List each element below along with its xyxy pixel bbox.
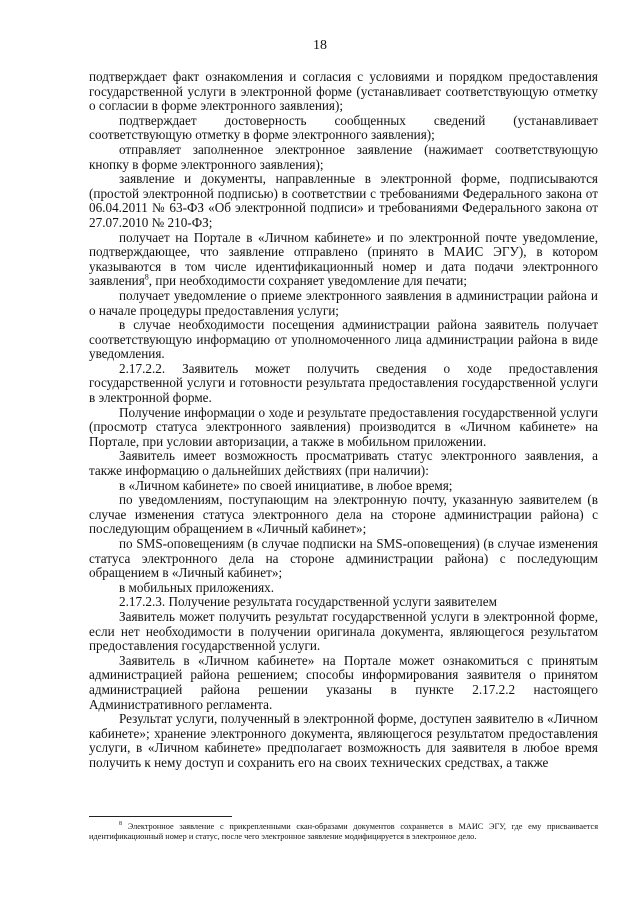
paragraph bbox=[89, 231, 598, 289]
paragraph: Заявитель имеет возможность просматривать статус электронного заявления, а также информацию о дальнейших действиях (при наличии): bbox=[89, 448, 598, 479]
paragraph: Получение информации о ходе и результате предоставления государственной услуги (просмотр статуса электронного заявления) производится в «Личном кабинете» на Портале, при условии авторизации, а также в мобильном приложении. bbox=[89, 404, 598, 449]
list-item: в мобильных приложениях. bbox=[119, 579, 275, 595]
paragraph: отправляет заполненное электронное заявление (нажимает соответствующую кнопку в форме электронного заявления); bbox=[89, 141, 598, 172]
list-item: по уведомлениям, поступающим на электронную почту, указанную заявителем (в случае изменения статуса электронного дела на стороне администрации района) с последующим обращением в «Личный кабинет»; bbox=[89, 492, 598, 537]
paragraph: подтверждает факт ознакомления и согласия с условиями и порядком предоставления государственной услуги в электронной форме (устанавливает соответствующую отметку о согласии в форме электронного заявления); bbox=[89, 69, 598, 114]
section-heading: 2.17.2.2. Заявитель может получить сведения о ходе предоставления государственной услуги и готовности результата предоставления государственной услуги в электронной форме. bbox=[89, 360, 598, 406]
paragraph: в случае необходимости посещения администрации района заявитель получает соответствующую информацию от уполномоченного лица администрации района в виде уведомления. bbox=[89, 317, 598, 362]
paragraph: Результат услуги, полученный в электронной форме, доступен заявителю в «Личном кабинете»; хранение электронного документа, являющегося результатом предоставления услуги, в «Личном кабинете» предполагает возможность для заявителя в любое время получить к нему доступ и сохранить его на своих технических средствах, а также bbox=[89, 711, 598, 770]
paragraph: заявление и документы, направленные в электронной форме, подписываются (простой электронной подписью) в соответствии с требованиями Федерального закона от 06.04.2011 № 63-ФЗ «Об электронной подписи» и требованиями Федерального закона от 27.07.2010 № 210-ФЗ; bbox=[89, 171, 598, 230]
footnote-divider bbox=[89, 816, 232, 817]
section-heading: 2.17.2.3. Получение результата государственной услуги заявителем bbox=[119, 594, 497, 610]
list-item: по SMS-оповещениям (в случае подписки на SMS-оповещения) (в случае изменения статуса электронного дела на стороне администрации района) с последующим обращением в «Личный кабинет»; bbox=[89, 536, 598, 581]
body-text bbox=[89, 70, 598, 771]
footnote-marker: 8 bbox=[119, 821, 122, 828]
paragraph-text-tail: , при необходимости сохраняет уведомление для печати; bbox=[148, 273, 467, 289]
paragraph: Заявитель может получить результат государственной услуги в электронной форме, если нет необходимости в получении оригинала документа, являющегося результатом предоставления государственной услуги. bbox=[89, 608, 598, 654]
paragraph: получает уведомление о приеме электронного заявления в администрации района и о начале процедуры предоставления услуги; bbox=[89, 287, 598, 318]
footnote-text: Электронное заявление с прикрепленными скан-образами документов сохраняется в МАИС ЭГУ, где ему присваивается идентификационный номер и статус, после чего электронное заявление модифицируется в электронное дело. bbox=[89, 822, 599, 842]
footnote bbox=[89, 822, 598, 843]
page-number: 18 bbox=[313, 38, 327, 53]
list-item: в «Личном кабинете» по своей инициативе, в любое время; bbox=[119, 477, 453, 493]
paragraph-text: получает на Портале в «Личном кабинете» и по электронной почте уведомление, подтверждающее, что заявление отправлено (принято в МАИС ЭГУ), в котором указываются в том числе идентификационный номер и дата подачи электронного заявления bbox=[89, 229, 598, 289]
paragraph: Заявитель в «Личном кабинете» на Портале может ознакомиться с принятым администрацией района решением; способы информирования заявителя о принятом администрацией района решении указаны в пункте 2.17.2.2 настоящего Административного регламента. bbox=[89, 652, 598, 712]
footnote-reference: 8 bbox=[144, 272, 149, 282]
paragraph: подтверждает достоверность сообщенных сведений (устанавливает соответствующую отметку в форме электронного заявления); bbox=[89, 112, 598, 143]
